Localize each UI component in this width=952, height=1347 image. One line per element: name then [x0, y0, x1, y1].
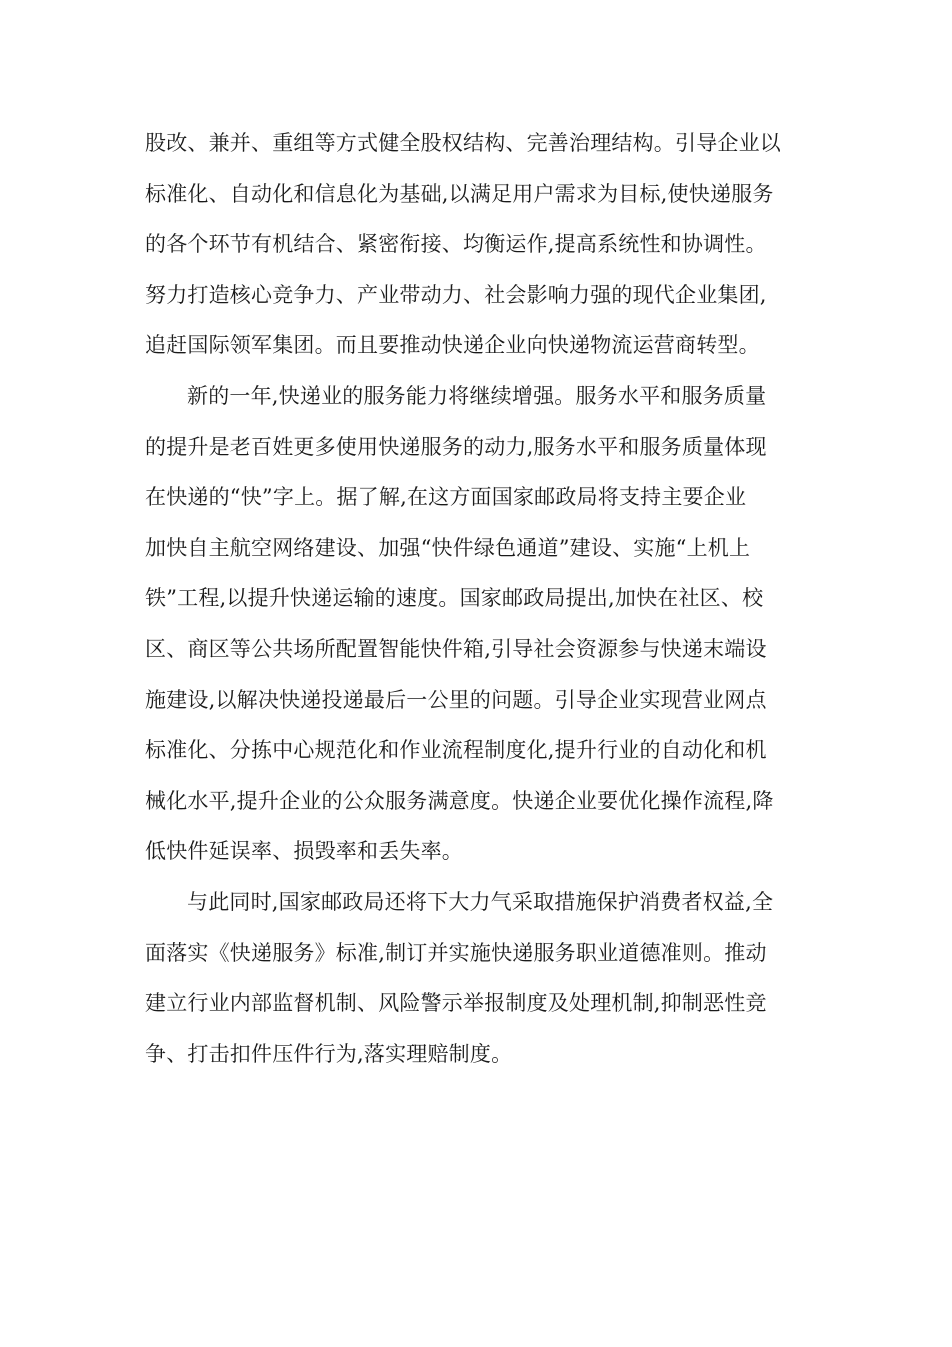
paragraph-line: 追赶国际领军集团。而且要推动快递企业向快递物流运营商转型。: [145, 333, 760, 358]
paragraph-line: 械化水平,提升企业的公众服务满意度。快递企业要优化操作流程,降: [145, 788, 774, 813]
paragraph-line: 铁”工程,以提升快递运输的速度。国家邮政局提出,加快在社区、校: [145, 586, 764, 611]
paragraph-line: 努力打造核心竞争力、产业带动力、社会影响力强的现代企业集团,: [145, 282, 767, 307]
paragraph-line: 的提升是老百姓更多使用快递服务的动力,服务水平和服务质量体现: [145, 434, 767, 459]
paragraph-line: 低快件延误率、损毁率和丢失率。: [145, 839, 463, 864]
paragraph-line: 建立行业内部监督机制、风险警示举报制度及处理机制,抑制恶性竞: [145, 991, 767, 1016]
paragraph-line: 股改、兼并、重组等方式健全股权结构、完善治理结构。引导企业以: [145, 131, 781, 155]
paragraph-line: 新的一年,快递业的服务能力将继续增强。服务水平和服务质量: [187, 383, 767, 408]
paragraph-3: [145, 877, 817, 1079]
paragraph-2: [145, 371, 817, 877]
paragraph-line: 施建设,以解决快递投递最后一公里的问题。引导企业实现营业网点: [145, 687, 767, 712]
paragraph-line: 加快自主航空网络建设、加强“快件绿色通道”建设、实施“上机上: [145, 535, 751, 560]
paragraph-line: 标准化、自动化和信息化为基础,以满足用户需求为目标,使快递服务: [145, 181, 774, 206]
paragraph-line: 标准化、分拣中心规范化和作业流程制度化,提升行业的自动化和机: [145, 738, 767, 763]
paragraph-1: [145, 118, 817, 371]
document-body: [145, 118, 817, 1079]
paragraph-line: 在快递的“快”字上。据了解,在这方面国家邮政局将支持主要企业: [145, 485, 747, 510]
paragraph-line: 与此同时,国家邮政局还将下大力气采取措施保护消费者权益,全: [187, 889, 774, 914]
paragraph-line: 争、打击扣件压件行为,落实理赔制度。: [145, 1041, 513, 1066]
paragraph-line: 的各个环节有机结合、紧密衔接、均衡运作,提高系统性和协调性。: [145, 232, 767, 257]
paragraph-line: 面落实《快递服务》标准,制订并实施快递服务职业道德准则。推动: [145, 940, 767, 965]
paragraph-line: 区、商区等公共场所配置智能快件箱,引导社会资源参与快递末端设: [145, 636, 767, 661]
